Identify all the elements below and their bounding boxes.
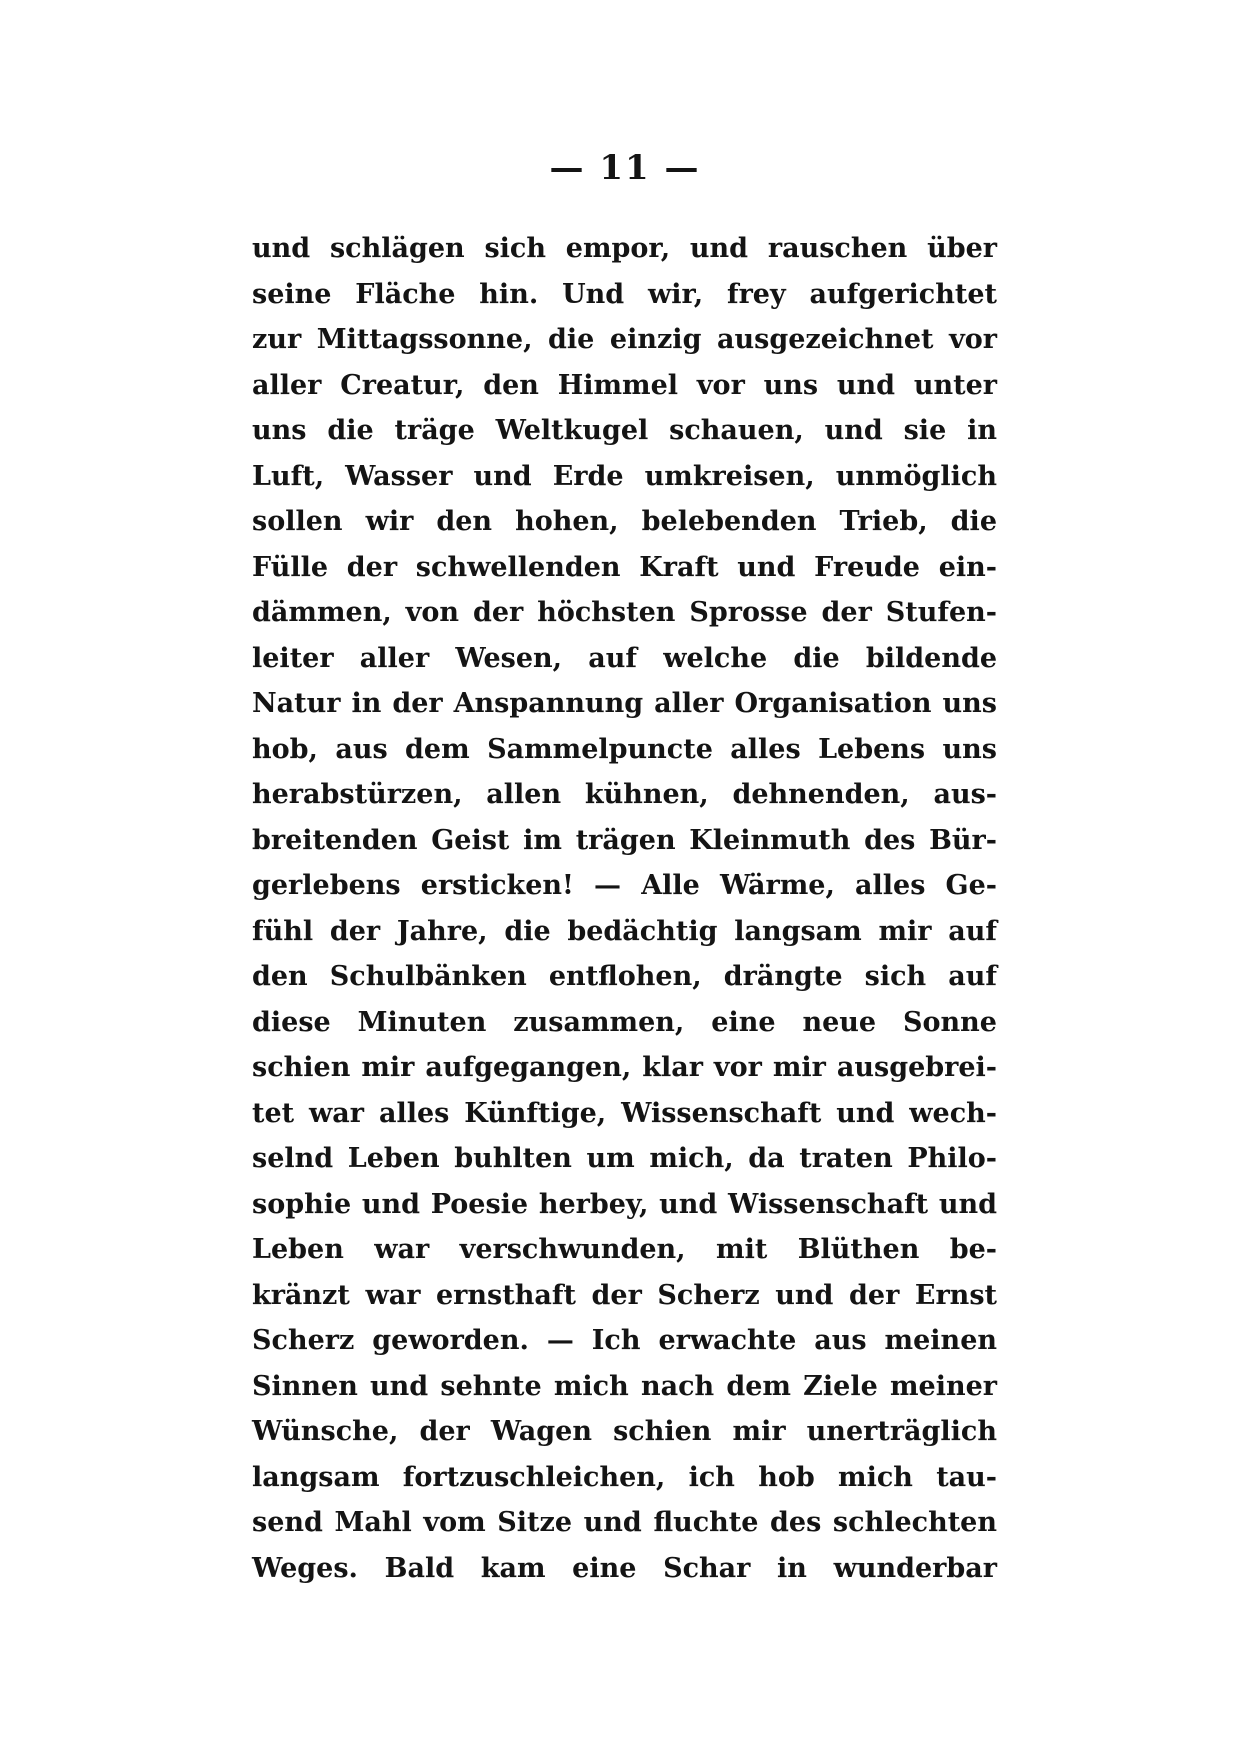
text-line: Scherz geworden. — Ich erwachte aus meinen <box>252 1325 997 1356</box>
text-line: und schlägen sich empor, und rauschen über <box>252 233 997 264</box>
text-line: gerlebens ersticken! — Alle Wärme, alles Ge- <box>252 870 997 901</box>
text-line: sollen wir den hohen, belebenden Trieb, die <box>252 506 997 537</box>
text-line: den Schulbänken entflohen, drängte sich auf <box>252 961 997 992</box>
text-line: uns die träge Weltkugel schauen, und sie in <box>252 415 997 446</box>
text-line: langsam fortzuschleichen, ich hob mich tau- <box>252 1461 997 1493</box>
text-line: fühl der Jahre, die bedächtig langsam mir auf <box>252 915 997 947</box>
text-line: dämmen, von der höchsten Sprosse der Stufen- <box>252 597 997 628</box>
text-line: breitenden Geist im trägen Kleinmuth des Bür- <box>252 824 997 856</box>
text-line: send Mahl vom Sitze und fluchte des schlechten <box>252 1507 997 1538</box>
text-line: Weges. Bald kam eine Schar in wunderbar <box>252 1552 997 1584</box>
text-line: sophie und Poesie herbey, und Wissenschaft und <box>252 1188 997 1220</box>
text-line: leiter aller Wesen, auf welche die bildende <box>252 642 997 674</box>
text-line: Sinnen und sehnte mich nach dem Ziele meiner <box>252 1370 997 1402</box>
text-line: tet war alles Künftige, Wissenschaft und wech- <box>252 1097 997 1129</box>
page-number: — 11 — <box>549 148 701 188</box>
text-line: hob, aus dem Sammelpuncte alles Lebens uns <box>252 733 997 765</box>
text-line: selnd Leben buhlten um mich, da traten Philo- <box>252 1143 997 1174</box>
text-line: schien mir aufgegangen, klar vor mir ausgebrei- <box>252 1052 997 1083</box>
text-line: Leben war verschwunden, mit Blüthen be- <box>252 1234 997 1265</box>
text-line: zur Mittagssonne, die einzig ausgezeichnet vor <box>252 324 997 355</box>
text-line: Luft, Wasser und Erde umkreisen, unmöglich <box>252 460 997 492</box>
text-line: aller Creatur, den Himmel vor uns und unter <box>252 369 997 401</box>
body-text <box>252 226 997 1591</box>
text-line: Fülle der schwellenden Kraft und Freude ein- <box>252 551 997 583</box>
text-line: diese Minuten zusammen, eine neue Sonne <box>252 1006 997 1038</box>
text-line: Natur in der Anspannung aller Organisation uns <box>252 688 997 719</box>
text-line: herabstürzen, allen kühnen, dehnenden, aus- <box>252 779 997 810</box>
text-line: Wünsche, der Wagen schien mir unerträglich <box>252 1416 997 1447</box>
text-line: seine Fläche hin. Und wir, frey aufgerichtet <box>252 278 997 310</box>
text-line: kränzt war ernsthaft der Scherz und der Ernst <box>252 1279 997 1311</box>
